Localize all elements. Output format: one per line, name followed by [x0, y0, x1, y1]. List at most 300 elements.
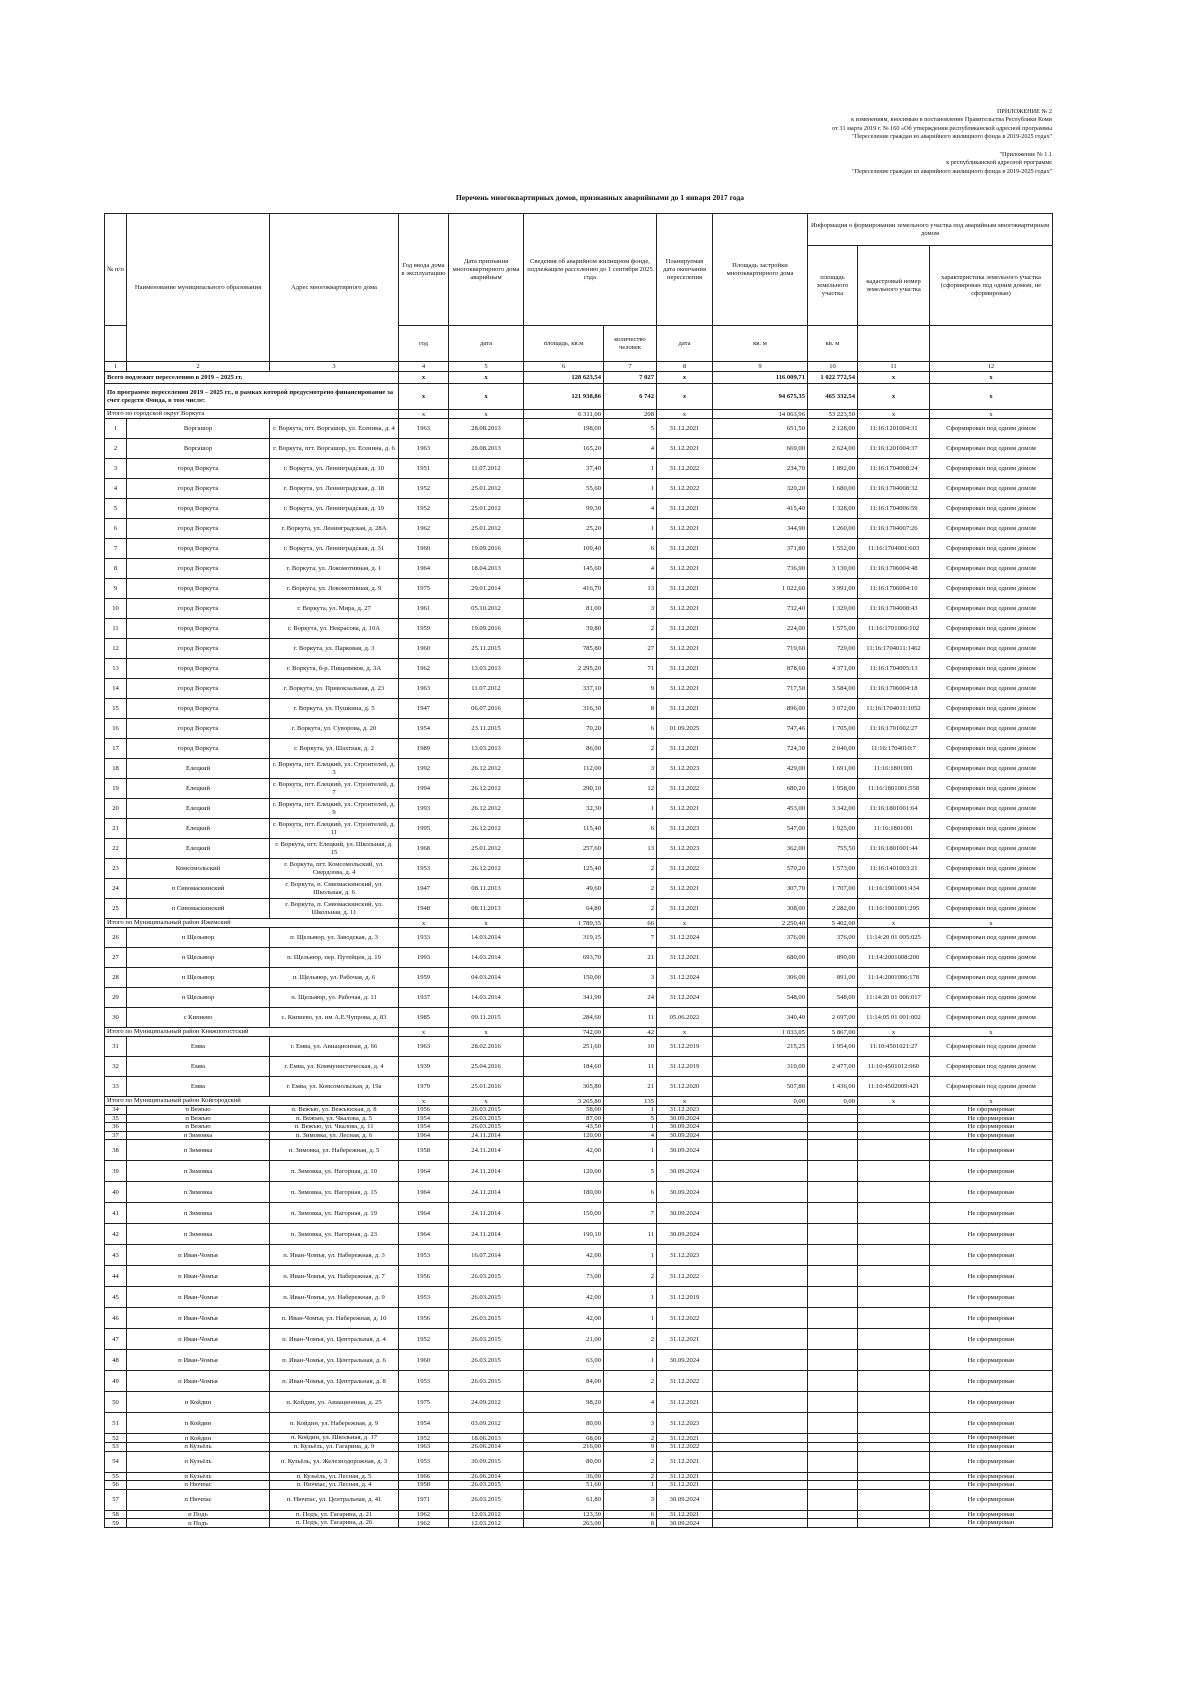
- cell-num: 4: [105, 479, 127, 499]
- cell-land: 0,00: [808, 1097, 858, 1106]
- cell-area: 284,60: [524, 1008, 604, 1028]
- cell-num: 31: [105, 1037, 127, 1057]
- cell-municipality: п Кузьёль: [127, 1472, 270, 1481]
- cell-people: 11: [604, 1224, 657, 1245]
- cell-cadastral: 11:10:4502009:421: [858, 1077, 930, 1097]
- cell-built: 2 250,40: [713, 919, 808, 928]
- col-date-emergency: Дата признания многоквартирного дома аварийным: [449, 214, 524, 326]
- col-planned-date: Планируемая дата окончания переселения: [657, 214, 713, 326]
- cell-built: [713, 1224, 808, 1245]
- cell-built: 307,70: [713, 879, 808, 899]
- cell-built: [713, 1329, 808, 1350]
- cell-year: 1956: [399, 1308, 449, 1329]
- cell-num: 55: [105, 1472, 127, 1481]
- cell-num: 10: [105, 599, 127, 619]
- cell-built: 570,20: [713, 859, 808, 879]
- cell-land: [808, 1481, 858, 1490]
- cell-year: 1954: [399, 1413, 449, 1434]
- cell-land: [808, 1106, 858, 1115]
- cell-planned: 31.12.2023: [657, 759, 713, 779]
- cell-date: 25.11.2015: [449, 639, 524, 659]
- table-row: [105, 599, 1053, 619]
- cell-people: 11: [604, 1008, 657, 1028]
- cell-municipality: город Воркута: [127, 559, 270, 579]
- cell-char: x: [930, 372, 1053, 384]
- cell-char: Сформирован под одним домом: [930, 619, 1053, 639]
- cell-address: п. Кузьёль, ул. Железнодорожная, д. 3: [270, 1451, 399, 1472]
- cell-year: 1971: [399, 1489, 449, 1510]
- cell-planned: 30.09.2024: [657, 1224, 713, 1245]
- cell-planned: 31.12.2021: [657, 539, 713, 559]
- column-number: 5: [449, 362, 524, 372]
- cell-municipality: город Воркута: [127, 739, 270, 759]
- cell-municipality: город Воркута: [127, 499, 270, 519]
- table-row: [105, 1392, 1053, 1413]
- cell-cadastral: 11:16:1801001: [858, 759, 930, 779]
- col-land-info: Информация о формировании земельного участка под аварийным многоквартирным домом: [808, 214, 1053, 246]
- cell-char: x: [930, 410, 1053, 419]
- cell-area: 190,10: [524, 1224, 604, 1245]
- cell-date: 26.03.2015: [449, 1308, 524, 1329]
- cell-built: 732,40: [713, 599, 808, 619]
- cell-people: 2: [604, 1472, 657, 1481]
- cell-planned: 30.09.2024: [657, 1123, 713, 1132]
- cell-area: 184,60: [524, 1057, 604, 1077]
- cell-land: 755,50: [808, 839, 858, 859]
- cell-built: [713, 1434, 808, 1443]
- cell-land: [808, 1287, 858, 1308]
- cell-area: 84,00: [524, 1371, 604, 1392]
- cell-municipality: город Воркута: [127, 639, 270, 659]
- cell-planned: 31.12.2021: [657, 899, 713, 919]
- cell-char: Сформирован под одним домом: [930, 899, 1053, 919]
- cell-land: 53 223,50: [808, 410, 858, 419]
- cell-municipality: город Воркута: [127, 579, 270, 599]
- cell-num: 53: [105, 1442, 127, 1451]
- cell-address: г. Воркута, ул. Ленинградская, д. 18: [270, 479, 399, 499]
- cell-land: [808, 1224, 858, 1245]
- cell-area: 319,15: [524, 928, 604, 948]
- cell-area: 64,80: [524, 899, 604, 919]
- cell-year: 1954: [399, 719, 449, 739]
- table-row: [105, 1329, 1053, 1350]
- cell-municipality: п Нючпас: [127, 1481, 270, 1490]
- unit-sqm2: кв. м: [808, 326, 858, 362]
- cell-date: 08.11.2013: [449, 879, 524, 899]
- cell-planned: 31.12.2019: [657, 1037, 713, 1057]
- cell-year: 1953: [399, 859, 449, 879]
- col-num: № п/п: [105, 214, 127, 326]
- cell-area: 86,00: [524, 739, 604, 759]
- cell-area: 42,00: [524, 1308, 604, 1329]
- header-line: от 31 марта 2019 г. № 160 «Об утверждении республиканской адресной программы: [832, 124, 1052, 132]
- cell-char: Сформирован под одним домом: [930, 559, 1053, 579]
- col-num-unit: [105, 326, 127, 362]
- cell-land: [808, 1131, 858, 1140]
- cell-address: г. Воркута, пгт. Елецкий, ул. Строителей, д. 3: [270, 759, 399, 779]
- cell-municipality: п Иван-Чомъя: [127, 1350, 270, 1371]
- cell-people: 3: [604, 1413, 657, 1434]
- table-row: [105, 1008, 1053, 1028]
- cell-planned: 30.09.2024: [657, 1131, 713, 1140]
- cell-planned: 31.12.2021: [657, 1434, 713, 1443]
- col-cadastral: кадастровый номер земельного участка: [858, 246, 930, 326]
- cell-year: 1933: [399, 928, 449, 948]
- cell-address: г. Воркута, ул. Ленинградская, д. 31: [270, 539, 399, 559]
- cell-year: x: [399, 410, 449, 419]
- cell-planned: 31.12.2022: [657, 479, 713, 499]
- cell-year: 1947: [399, 699, 449, 719]
- cell-cadastral: [858, 1413, 930, 1434]
- cell-address: п. Кузьёль, ул. Гагарина, д. 9: [270, 1442, 399, 1451]
- cell-char: Не сформирован: [930, 1266, 1053, 1287]
- cell-date: 25.04.2016: [449, 1057, 524, 1077]
- cell-num: 22: [105, 839, 127, 859]
- cell-num: 2: [105, 439, 127, 459]
- cell-cad: x: [858, 384, 930, 410]
- cell-cad: x: [858, 1097, 930, 1106]
- cell-year: 1962: [399, 1510, 449, 1519]
- cell-built: 306,00: [713, 968, 808, 988]
- column-number: 1: [105, 362, 127, 372]
- cell-char: Не сформирован: [930, 1350, 1053, 1371]
- cell-municipality: п Иван-Чомъя: [127, 1266, 270, 1287]
- cell-year: 1960: [399, 639, 449, 659]
- cell-year: 1964: [399, 1224, 449, 1245]
- cell-char: Сформирован под одним домом: [930, 499, 1053, 519]
- cell-people: 66: [604, 919, 657, 928]
- cell-built: [713, 1489, 808, 1510]
- cell-people: 9: [604, 1442, 657, 1451]
- cell-year: 1952: [399, 479, 449, 499]
- cell-char: x: [930, 384, 1053, 410]
- col-municipality: Наименование муниципального образования: [127, 214, 270, 362]
- cell-num: 51: [105, 1413, 127, 1434]
- cell-date: 26.03.2015: [449, 1123, 524, 1132]
- cell-year: 1952: [399, 1329, 449, 1350]
- cell-people: 1: [604, 1245, 657, 1266]
- table-row: [105, 679, 1053, 699]
- cell-num: 18: [105, 759, 127, 779]
- cell-land: 1 329,00: [808, 599, 858, 619]
- cell-municipality: п Щельяюр: [127, 948, 270, 968]
- cell-num: 23: [105, 859, 127, 879]
- cell-char: Сформирован под одним домом: [930, 639, 1053, 659]
- cell-year: 1959: [399, 619, 449, 639]
- cell-land: 376,00: [808, 928, 858, 948]
- cell-built: 215,25: [713, 1037, 808, 1057]
- cell-people: 1: [604, 1140, 657, 1161]
- cell-municipality: п Сивомаскинский: [127, 879, 270, 899]
- cell-built: 14 063,96: [713, 410, 808, 419]
- cell-char: Не сформирован: [930, 1442, 1053, 1451]
- cell-municipality: Воргашор: [127, 419, 270, 439]
- cell-year: 1966: [399, 1472, 449, 1481]
- cell-cadastral: [858, 1510, 930, 1519]
- unit-date2: дата: [657, 326, 713, 362]
- cell-cadastral: [858, 1114, 930, 1123]
- subtotal-row: [105, 1097, 1053, 1106]
- cell-people: 12: [604, 779, 657, 799]
- cell-people: 21: [604, 948, 657, 968]
- cell-planned: 31.12.2021: [657, 659, 713, 679]
- cell-year: 1939: [399, 1057, 449, 1077]
- row-label: Итого по Муниципальный район Койгородский: [105, 1097, 399, 1106]
- cell-char: Сформирован под одним домом: [930, 759, 1053, 779]
- cell-people: 13: [604, 839, 657, 859]
- cell-char: Не сформирован: [930, 1140, 1053, 1161]
- cell-municipality: п Вежъю: [127, 1123, 270, 1132]
- cell-address: г. Воркута, пгт. Елецкий, ул. Строителей, д. 11: [270, 819, 399, 839]
- cell-year: 1953: [399, 1245, 449, 1266]
- cell-built: 310,00: [713, 1057, 808, 1077]
- cell-area: 2 295,20: [524, 659, 604, 679]
- cell-date: 13.03.2013: [449, 739, 524, 759]
- cell-people: 2: [604, 1451, 657, 1472]
- table-row: [105, 439, 1053, 459]
- cell-municipality: п Вежъю: [127, 1114, 270, 1123]
- cell-area: 42,00: [524, 1140, 604, 1161]
- cell-area: 51,60: [524, 1481, 604, 1490]
- cell-people: 42: [604, 1028, 657, 1037]
- cell-built: 548,00: [713, 988, 808, 1008]
- cell-area: 125,40: [524, 859, 604, 879]
- cell-municipality: п Иван-Чомъя: [127, 1371, 270, 1392]
- cell-address: п. Зимовка, ул. Нагорная, д. 15: [270, 1182, 399, 1203]
- cell-municipality: Елецкий: [127, 839, 270, 859]
- unit-sqm: кв. м: [713, 326, 808, 362]
- cell-area: 742,00: [524, 1028, 604, 1037]
- cell-land: 1 958,00: [808, 779, 858, 799]
- cell-num: 26: [105, 928, 127, 948]
- cell-land: 890,00: [808, 948, 858, 968]
- cell-area: 87,00: [524, 1114, 604, 1123]
- cell-year: 1994: [399, 779, 449, 799]
- column-number: 8: [657, 362, 713, 372]
- cell-municipality: п Зимовка: [127, 1140, 270, 1161]
- cell-built: [713, 1350, 808, 1371]
- cell-num: 20: [105, 799, 127, 819]
- cell-cadastral: [858, 1371, 930, 1392]
- cell-address: п. Щельяюр, ул. Рабочая, д. 6: [270, 968, 399, 988]
- cell-area: 305,80: [524, 1077, 604, 1097]
- cell-cadastral: 11:14:20 01 006:017: [858, 988, 930, 1008]
- cell-land: 2 697,00: [808, 1008, 858, 1028]
- cell-planned: 31.12.2022: [657, 1371, 713, 1392]
- cell-char: Не сформирован: [930, 1510, 1053, 1519]
- cell-cadastral: 11:16:1201004:37: [858, 439, 930, 459]
- cell-built: [713, 1106, 808, 1115]
- cell-char: Сформирован под одним домом: [930, 419, 1053, 439]
- cell-municipality: город Воркута: [127, 699, 270, 719]
- cell-date: 19.09.2016: [449, 539, 524, 559]
- cell-cadastral: [858, 1161, 930, 1182]
- cell-planned: 31.12.2024: [657, 928, 713, 948]
- cell-municipality: п Иван-Чомъя: [127, 1287, 270, 1308]
- cell-people: 27: [604, 639, 657, 659]
- cell-year: 1963: [399, 1442, 449, 1451]
- cell-municipality: п Зимовка: [127, 1131, 270, 1140]
- cell-people: 5: [604, 1161, 657, 1182]
- cell-address: п. Иван-Чомъя, ул. Центральная, д. 4: [270, 1329, 399, 1350]
- cell-land: [808, 1434, 858, 1443]
- cell-date: 26.03.2015: [449, 1481, 524, 1490]
- cell-area: 63,00: [524, 1350, 604, 1371]
- cell-planned: 31.12.2024: [657, 988, 713, 1008]
- cell-municipality: п Щельяюр: [127, 968, 270, 988]
- cell-area: 80,00: [524, 1413, 604, 1434]
- cell-num: 52: [105, 1434, 127, 1443]
- row-label: Итого по Муниципальный район Княжпогостский: [105, 1028, 399, 1037]
- cell-municipality: Воргашор: [127, 439, 270, 459]
- cell-municipality: город Воркута: [127, 659, 270, 679]
- cell-area: 150,00: [524, 1203, 604, 1224]
- col-land-char: характеристика земельного участка (сформирован под одним домом, не сформирован): [930, 246, 1053, 326]
- cell-year: 1964: [399, 1131, 449, 1140]
- table-row: [105, 928, 1053, 948]
- cell-char: Не сформирован: [930, 1481, 1053, 1490]
- cell-cadastral: 11:14:05 01 001:002: [858, 1008, 930, 1028]
- table-row: [105, 1472, 1053, 1481]
- table-row: [105, 419, 1053, 439]
- cell-char: Сформирован под одним домом: [930, 1057, 1053, 1077]
- cell-area: 6 311,00: [524, 410, 604, 419]
- cell-cadastral: [858, 1472, 930, 1481]
- cell-land: 5 402,00: [808, 919, 858, 928]
- cell-area: 32,30: [524, 799, 604, 819]
- cell-char: Сформирован под одним домом: [930, 739, 1053, 759]
- cell-land: 5 867,00: [808, 1028, 858, 1037]
- cell-num: 43: [105, 1245, 127, 1266]
- cell-area: 81,00: [524, 599, 604, 619]
- cell-char: Не сформирован: [930, 1489, 1053, 1510]
- cell-date: 12.03.2012: [449, 1519, 524, 1528]
- cell-char: Сформирован под одним домом: [930, 579, 1053, 599]
- cell-built: 371,80: [713, 539, 808, 559]
- cell-char: Сформирован под одним домом: [930, 459, 1053, 479]
- column-number: 9: [713, 362, 808, 372]
- column-number: 6: [524, 362, 604, 372]
- table-row: [105, 1442, 1053, 1451]
- cell-year: 1989: [399, 739, 449, 759]
- cell-year: 1958: [399, 1481, 449, 1490]
- cell-address: г. Воркута, пгт. Воргашор, ул. Есенина, д. 6: [270, 439, 399, 459]
- cell-area: 21,00: [524, 1329, 604, 1350]
- table-row: [105, 1308, 1053, 1329]
- cell-address: г. Воркута, пгт. Воргашор, ул. Есенина, д. 4: [270, 419, 399, 439]
- cell-people: 2: [604, 859, 657, 879]
- cell-built: 0,00: [713, 1097, 808, 1106]
- cell-municipality: п Иван-Чомъя: [127, 1329, 270, 1350]
- cell-address: г. Воркута, ул. Суворова, д. 20: [270, 719, 399, 739]
- cell-date: 06.07.2016: [449, 699, 524, 719]
- cell-planned: 31.12.2021: [657, 619, 713, 639]
- cell-date: 28.08.2013: [449, 419, 524, 439]
- cell-people: 208: [604, 410, 657, 419]
- cell-built: 896,00: [713, 699, 808, 719]
- cell-address: п. Иван-Чомъя, ул. Центральная, д. 8: [270, 1371, 399, 1392]
- cell-char: Сформирован под одним домом: [930, 928, 1053, 948]
- cell-land: 2 040,00: [808, 739, 858, 759]
- row-label: Итого по Муниципальный район Ижемский: [105, 919, 399, 928]
- cell-num: 27: [105, 948, 127, 968]
- cell-num: 30: [105, 1008, 127, 1028]
- table-row: [105, 1037, 1053, 1057]
- header-appendix-number: ПРИЛОЖЕНИЕ № 2: [996, 108, 1052, 115]
- table-row: [105, 988, 1053, 1008]
- cell-num: 57: [105, 1489, 127, 1510]
- cell-built: 453,00: [713, 799, 808, 819]
- cell-built: [713, 1245, 808, 1266]
- cell-num: 28: [105, 968, 127, 988]
- cell-area: 337,10: [524, 679, 604, 699]
- table-row: [105, 1140, 1053, 1161]
- cell-area: 1 789,35: [524, 919, 604, 928]
- cell-planned: 30.09.2024: [657, 1182, 713, 1203]
- cell-municipality: Елецкий: [127, 819, 270, 839]
- cell-municipality: с Кипиево: [127, 1008, 270, 1028]
- cell-people: 2: [604, 1329, 657, 1350]
- cell-char: Не сформирован: [930, 1106, 1053, 1115]
- cell-year: 1960: [399, 1350, 449, 1371]
- cell-area: 80,00: [524, 1451, 604, 1472]
- cell-planned: 31.12.2022: [657, 779, 713, 799]
- cell-municipality: город Воркута: [127, 479, 270, 499]
- cell-year: 1954: [399, 1114, 449, 1123]
- header-line: "Переселение граждан из аварийного жилищного фонда в 2019-2025 годах": [852, 132, 1052, 140]
- cell-year: x: [399, 1097, 449, 1106]
- cell-cadastral: [858, 1308, 930, 1329]
- cell-num: 38: [105, 1140, 127, 1161]
- cell-planned: 31.12.2021: [657, 519, 713, 539]
- cell-built: 669,00: [713, 439, 808, 459]
- cell-planned: x: [657, 384, 713, 410]
- cell-land: 1 691,00: [808, 759, 858, 779]
- cell-planned: 30.09.2024: [657, 1203, 713, 1224]
- cell-planned: 31.12.2021: [657, 699, 713, 719]
- cell-planned: 31.12.2021: [657, 799, 713, 819]
- cell-area: 251,60: [524, 1037, 604, 1057]
- table-row: [105, 1434, 1053, 1443]
- cell-num: 15: [105, 699, 127, 719]
- cell-planned: 31.12.2021: [657, 499, 713, 519]
- cell-planned: 31.12.2021: [657, 879, 713, 899]
- cell-people: 4: [604, 559, 657, 579]
- cell-num: 8: [105, 559, 127, 579]
- cell-num: 5: [105, 499, 127, 519]
- cell-num: 33: [105, 1077, 127, 1097]
- cell-built: [713, 1451, 808, 1472]
- cell-char: Не сформирован: [930, 1371, 1053, 1392]
- cell-date: x: [449, 410, 524, 419]
- cell-land: 1 707,00: [808, 879, 858, 899]
- cell-date: 28.08.2013: [449, 439, 524, 459]
- table-row: [105, 1489, 1053, 1510]
- cell-area: 257,60: [524, 839, 604, 859]
- cell-municipality: п Зимовка: [127, 1224, 270, 1245]
- cell-address: п. Койдин, ул. Авиационная, д. 25: [270, 1392, 399, 1413]
- cell-char: Не сформирован: [930, 1131, 1053, 1140]
- cell-address: г. Воркута, пгт. Елецкий, ул. Строителей, д. 7: [270, 779, 399, 799]
- cell-planned: 31.12.2023: [657, 1413, 713, 1434]
- cell-people: 2: [604, 899, 657, 919]
- cell-date: 26.03.2015: [449, 1489, 524, 1510]
- cell-planned: 31.12.2021: [657, 1451, 713, 1472]
- cell-land: [808, 1114, 858, 1123]
- cell-year: 1953: [399, 1371, 449, 1392]
- cell-people: 2: [604, 1371, 657, 1392]
- table-row: [105, 779, 1053, 799]
